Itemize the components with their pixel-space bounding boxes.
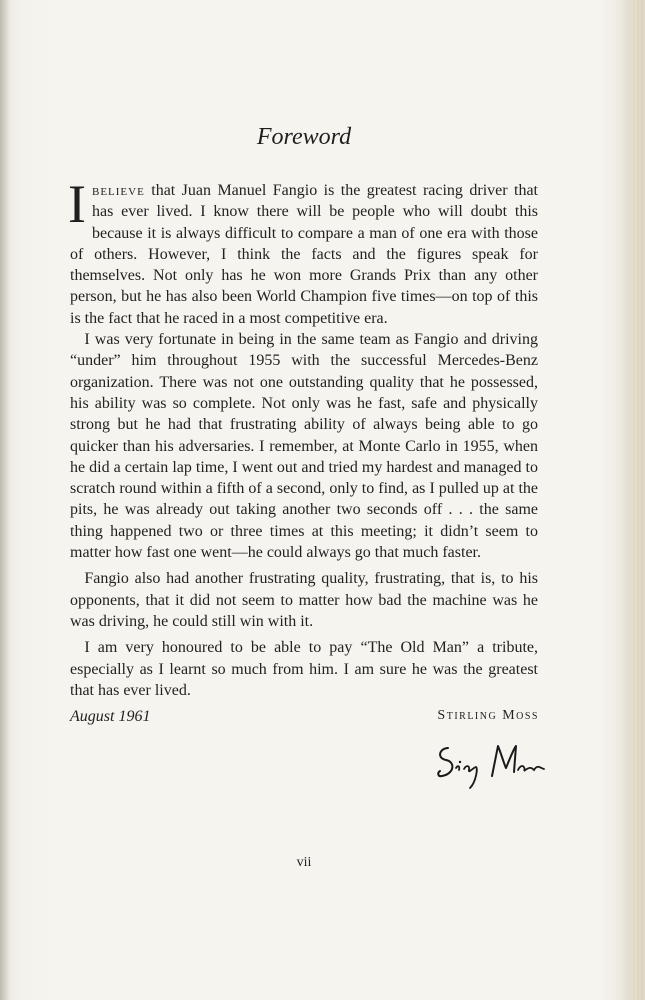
signature-image <box>434 738 546 790</box>
paragraph-3: Fangio also had another frustrating quality, frustrating, that is, to his opponents, that it did not seem to matter how bad the machine was he was driving, he could still win with it. <box>70 570 538 630</box>
foreword-body <box>68 174 538 701</box>
paragraph-2: I was very fortunate in being in the same team as Fangio and driving “under” him throughout 1955 with the successful Mercedes-Benz organization. There was not one outstanding quality that he possessed, his ability was so complete. Not only was he fast, safe and physically strong but he had that frustrating ability of always being able to go quicker than his adversaries. I remember, at Monte Carlo in 1955, when he did a certain lap time, I went out and tried my hardest and managed to scratch round within a fifth of a second, only to find, as I pulled up at the pits, he was already out taking another two seconds off . . . the same thing happened two or three times at this meeting; it didn’t seem to matter how fast one went—he could always go that much faster. <box>70 331 538 562</box>
paragraph-1-text: that Juan Manuel Fangio is the greatest racing driver that has ever lived. I know there will be people who will doubt this because it is always difficult to compare a man of one era with those of others. However, I think the facts and the figures speak for themselves. Not only has he won more Grands Prix than any other person, but he has also been World Champion five times—on top of this is the fact that he raced in a most competitive era. <box>70 182 538 327</box>
page-number: vii <box>296 855 312 870</box>
paragraph-4: I am very honoured to be able to pay “The Old Man” a tribute, especially as I learnt so much from him. I am sure he was the greatest that has ever lived. <box>70 639 538 699</box>
author-name: Stirling Moss <box>437 708 539 723</box>
date-line: August 1961 <box>70 708 151 725</box>
drop-cap: I <box>68 174 86 234</box>
opening-smallcaps: believe <box>91 182 145 199</box>
page-title: Foreword <box>256 124 352 150</box>
paragraph-1 <box>68 174 538 329</box>
page-edge <box>631 0 645 1000</box>
